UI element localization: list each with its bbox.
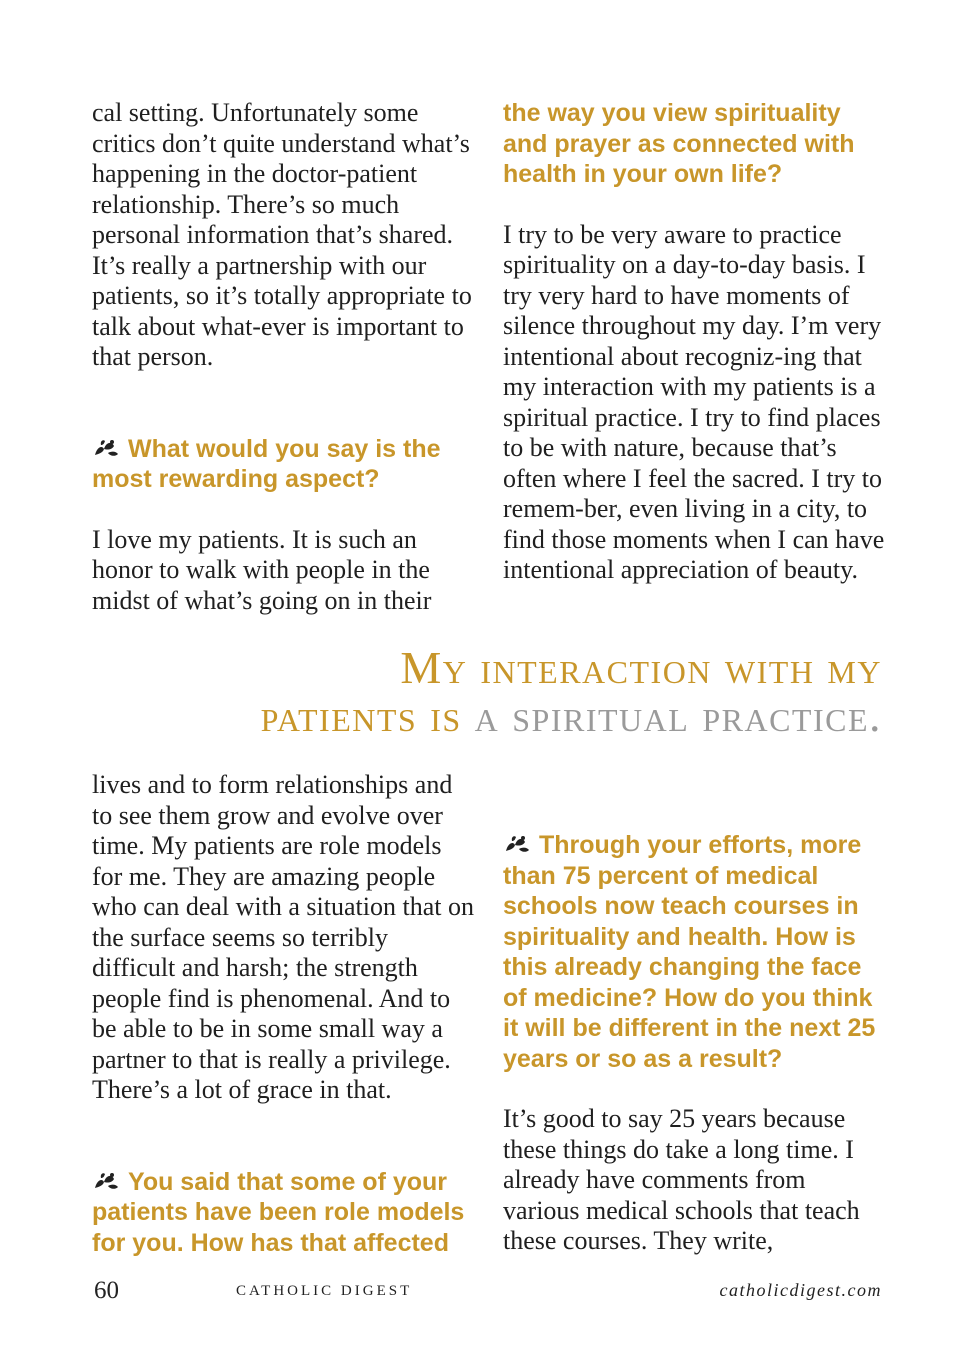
pull-quote-gold: patients is bbox=[260, 690, 462, 741]
question-text: Through your efforts, more than 75 percent of medical schools now teach courses in spirituality and health. How is this already changing the face of medicine? How do you think it will be different in the next 25 years or so as a result? bbox=[503, 831, 876, 1073]
pull-quote-line: My interaction with my bbox=[400, 642, 882, 693]
pull-quote-grey: a spiritual practice. bbox=[474, 690, 882, 741]
body-paragraph: lives and to form relationships and to see them grow and evolve over time. My patients are role models for me. They are amazing people who can deal with a situation that on the surface seems so terribly difficult and harsh; the strength people find is phenomenal. And to be able to be in some small way a partner to that is really a privilege. There’s a lot of grace in that. bbox=[92, 770, 474, 1104]
question-text: What would you say is the most rewarding aspect? bbox=[92, 434, 441, 493]
pull-quote-line bbox=[260, 690, 882, 741]
page-number: 60 bbox=[94, 1277, 119, 1304]
fleuron-icon bbox=[503, 833, 531, 855]
body-paragraph: cal setting. Unfortunately some critics don’t quite understand what’s happening in the doctor-patient relationship. There’s so much personal information that’s shared. It’s really a partnership with our patients, so it’s totally appropriate to talk about what-ever is important to that person. bbox=[92, 98, 472, 371]
fleuron-icon bbox=[92, 437, 120, 459]
question-text: You said that some of your patients have been role models for you. How has that affected bbox=[92, 1167, 465, 1257]
top-right-column bbox=[503, 98, 888, 586]
body-paragraph: I love my patients. It is such an honor to walk with people in the midst of what’s going on in their bbox=[92, 524, 432, 615]
bottom-left-column bbox=[92, 770, 477, 1258]
top-left-column bbox=[92, 98, 477, 616]
body-paragraph: It’s good to say 25 years because these things do take a long time. I already have comments from various medical schools that teach these courses. They write, bbox=[503, 1104, 860, 1255]
pull-quote bbox=[260, 642, 882, 741]
fleuron-icon bbox=[92, 1170, 120, 1192]
website-url: catholicdigest.com bbox=[719, 1280, 882, 1300]
bottom-right-column bbox=[503, 830, 888, 1257]
interview-question bbox=[92, 1167, 477, 1259]
body-paragraph: I try to be very aware to practice spirituality on a day-to-day basis. I try very hard to have moments of silence throughout my day. I’m very intentional about recogniz-ing that my interaction with my patients is a spiritual practice. I try to find places to be with nature, because that’s often where I feel the sacred. I try to remem-ber, even living in a city, to find those moments when I can have intentional appreciation of beauty. bbox=[503, 219, 885, 584]
interview-question bbox=[92, 434, 477, 495]
interview-question: the way you view spirituality and prayer as connected with health in your own life? bbox=[503, 99, 855, 188]
interview-question bbox=[503, 830, 888, 1074]
magazine-name: CATHOLIC DIGEST bbox=[236, 1283, 413, 1299]
